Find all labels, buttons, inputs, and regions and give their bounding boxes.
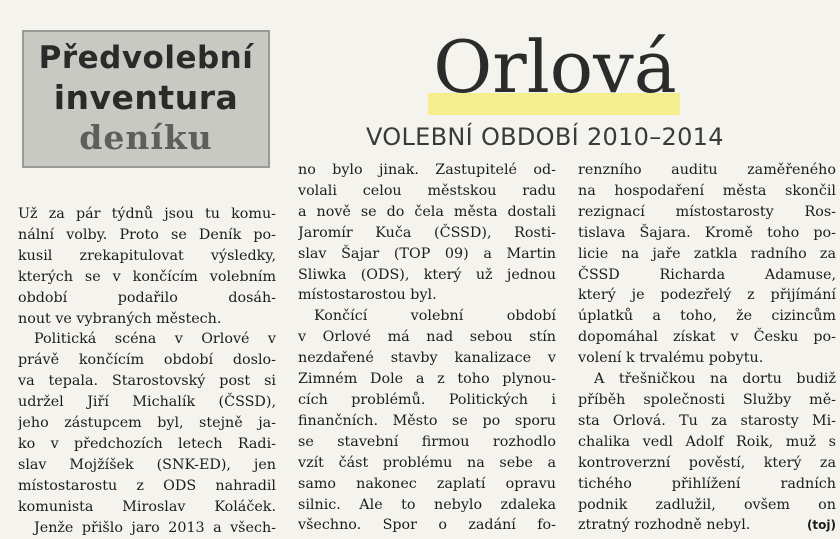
- article-line: [578, 265, 836, 286]
- article-line: [18, 518, 276, 539]
- article-line-text: příběh společnosti Služby mě-: [578, 391, 836, 408]
- article-line-text: va tepala. Starostovský post si: [18, 373, 276, 390]
- article-line-text: sta Orlová. Tu za starosty Mi-: [578, 412, 836, 429]
- article-line: [18, 455, 276, 476]
- article-line: [298, 474, 556, 495]
- section-stamp: [22, 30, 270, 168]
- article-line: [18, 267, 276, 288]
- article-line: [18, 329, 276, 350]
- article-line: [298, 202, 556, 223]
- article-line-text: renzního auditu zaměřeného: [578, 162, 836, 178]
- article-line: [298, 223, 556, 244]
- article-line-text: nální volby. Proto se Deník po-: [18, 226, 276, 243]
- article-line-text: Jaromír Kuča (ČSSD), Rosti-: [298, 224, 556, 241]
- article-line-text: no bylo jinak. Zastupitelé od-: [298, 162, 556, 178]
- article-line: [18, 309, 276, 330]
- article-line: [578, 474, 836, 495]
- article-line-text: vzít část problému na sebe a: [298, 454, 556, 471]
- article-line: [298, 306, 556, 327]
- headline: Orlová: [433, 25, 677, 109]
- article-line: [18, 204, 276, 225]
- article-line: [298, 515, 556, 536]
- article-line-text: kterých se v končícím volebním: [18, 268, 276, 285]
- article-line: [578, 432, 836, 453]
- article-line: [578, 306, 836, 327]
- article-line-text: rezignací místostarosty Ros-: [578, 203, 836, 220]
- article-line: [298, 327, 556, 348]
- article-line: [298, 181, 556, 202]
- article-line: [298, 390, 556, 411]
- article-line: [18, 434, 276, 455]
- article-line: [18, 413, 276, 434]
- article-line-text: volali celou městskou radu: [298, 182, 556, 199]
- article-line-text: volení k trvalému pobytu.: [578, 350, 764, 367]
- article-line: [578, 453, 836, 474]
- article-line: [298, 432, 556, 453]
- stamp-line-3: deníku: [79, 118, 213, 157]
- article-line: [18, 288, 276, 309]
- article-line: [18, 371, 276, 392]
- article-line: [578, 369, 836, 390]
- subheadline: VOLEBNÍ OBDOBÍ 2010–2014: [366, 123, 724, 151]
- article-line-text: Sliwka (ODS), který už jednou: [298, 266, 556, 283]
- article-line-text: dopomáhal získat v Česku po-: [578, 329, 836, 346]
- article-line: [298, 285, 556, 306]
- article-line: [18, 350, 276, 371]
- article-line-text: udržel Jiří Michalík (ČSSD),: [18, 394, 276, 411]
- article-line: [578, 202, 836, 223]
- article-line: [578, 244, 836, 265]
- article-line-text: který je podezřelý z přijímání: [578, 287, 836, 304]
- article-line-text: se stavební firmou rozhodlo: [298, 433, 556, 450]
- article-line-text: A třešničkou na dortu budiž: [594, 371, 836, 388]
- article-line: [18, 497, 276, 518]
- article-line-text: Zimném Dole a z toho plynou-: [298, 371, 556, 388]
- article-line-text: jeho zástupcem byl, stejně ja-: [18, 415, 276, 432]
- article-line: [578, 285, 836, 306]
- article-line-text: cích problémů. Politických i: [298, 391, 556, 408]
- article-line: [578, 390, 836, 411]
- article-line-text: v Orlové má nad sebou stín: [298, 329, 556, 346]
- article-line-text: licie na jaře zatkla radního za: [578, 245, 836, 262]
- article-line: [578, 495, 836, 516]
- stamp-line-1: Předvolební: [38, 40, 254, 76]
- article-line: [18, 246, 276, 267]
- article-line: [298, 411, 556, 432]
- article-line: [298, 160, 556, 181]
- article-line-text: slav Šajar (TOP 09) a Martin: [298, 245, 556, 262]
- article-line-text: místostarostu z ODS nahradil: [18, 477, 276, 494]
- article-line-text: tichého přihlížení radních: [578, 475, 836, 492]
- article-line-text: úplatků a toho, že cizincům: [578, 308, 836, 325]
- article-line-text: Už za pár týdnů jsou tu komu-: [18, 206, 276, 222]
- article-line-text: ko v předchozích letech Radi-: [18, 435, 276, 452]
- article-line-text: Jenže přišlo jaro 2013 a všech-: [34, 519, 276, 536]
- article-line-text: na hospodaření města skončil: [578, 182, 836, 199]
- article-line-text: a nově se do čela města dostali: [298, 203, 556, 220]
- article-line: [298, 495, 556, 516]
- article-line-text: období podařilo dosáh-: [18, 289, 276, 306]
- article-column-3: [578, 160, 836, 536]
- article-line-text: ztratný rozhodně nebyl.: [578, 517, 751, 534]
- article-line-text: všechno. Spor o zadání fo-: [298, 517, 556, 534]
- article-line-text: podnik zadlužil, ovšem on: [578, 496, 836, 513]
- article-line: [18, 476, 276, 497]
- article-line-text: komunista Miroslav Koláček.: [18, 498, 276, 515]
- article-line: [578, 223, 836, 244]
- article-line-text: tislava Šajara. Kromě toho po-: [578, 224, 836, 241]
- article-line: [578, 160, 836, 181]
- article-line-text: nout ve vybraných městech.: [18, 310, 222, 327]
- article-column-1: [18, 204, 276, 539]
- article-line: [578, 181, 836, 202]
- article-line-text: samo nakonec zaplatí opravu: [298, 475, 556, 492]
- author-signature: (toj): [806, 518, 836, 533]
- article-line-text: kontroverzní pověstí, který za: [578, 454, 836, 471]
- article-line-text: nezdařené stavby kanalizace v: [298, 350, 556, 367]
- article-line: [298, 453, 556, 474]
- article-line: [578, 348, 836, 369]
- article-line-text: místostarostou byl.: [298, 287, 437, 304]
- article-line: [298, 265, 556, 286]
- article-line: [578, 411, 836, 432]
- article-line-text: ČSSD Richarda Adamuse,: [578, 266, 836, 283]
- article-line-text: chalika vedl Adolf Roik, muž s: [578, 433, 836, 450]
- article-line-text: silnic. Ale to nebylo zdaleka: [298, 496, 556, 513]
- article-line: [578, 327, 836, 348]
- article-line: [578, 515, 836, 536]
- article-line-text: Končící volební období: [314, 308, 556, 325]
- article-line: [18, 225, 276, 246]
- article-line: [298, 244, 556, 265]
- article-line-text: Politická scéna v Orlové v: [34, 331, 276, 348]
- article-line-text: finančních. Město se po sporu: [298, 412, 556, 429]
- article-line: [298, 348, 556, 369]
- article-column-2: [298, 160, 556, 536]
- article-line-text: kusil zrekapitulovat výsledky,: [18, 247, 276, 264]
- article-line-text: právě končícím období doslo-: [18, 352, 276, 369]
- article-line: [18, 392, 276, 413]
- stamp-line-2: inventura: [53, 78, 239, 117]
- article-line: [298, 369, 556, 390]
- article-line-text: slav Mojžíšek (SNK-ED), jen: [18, 456, 276, 473]
